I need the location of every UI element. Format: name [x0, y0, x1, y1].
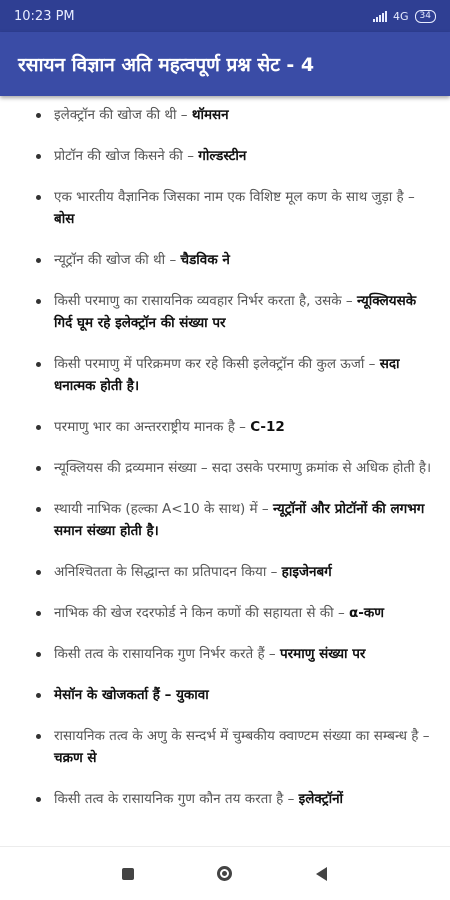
network-type: 4G	[393, 9, 409, 23]
question-text: न्यूट्रॉन की खोज की थी –	[54, 252, 181, 268]
list-item	[28, 457, 436, 479]
content-scroll[interactable]	[0, 96, 450, 846]
list-item	[28, 186, 436, 230]
list-item	[28, 249, 436, 271]
answer-text: परमाणु संख्या पर	[279, 646, 366, 662]
system-nav-bar	[0, 846, 450, 900]
question-text: नाभिक की खेज रदरफोर्ड ने किन कणों की सहायता से की –	[54, 605, 349, 621]
answer-text: हाइजेनबर्ग	[281, 564, 332, 580]
list-item	[28, 643, 436, 665]
question-list	[28, 104, 436, 810]
question-text: प्रोटॉन की खोज किसने की –	[54, 148, 199, 164]
list-item	[28, 104, 436, 126]
answer-text: न्यूट्रॉनों और प्रोटॉनों की लगभग समान संख्या होती है।	[54, 501, 425, 539]
question-text: किसी परमाणु में परिक्रमण कर रहे किसी इलेक्ट्रॉन की कुल ऊर्जा –	[54, 356, 380, 372]
signal-icon	[373, 11, 387, 22]
question-text: अनिश्चितता के सिद्धान्त का प्रतिपादन किया –	[54, 564, 282, 580]
back-button[interactable]	[302, 854, 342, 894]
list-item	[28, 788, 436, 810]
answer-text: चैडविक ने	[180, 252, 230, 268]
list-item	[28, 145, 436, 167]
app-bar	[0, 32, 450, 96]
status-time: 10:23 PM	[14, 8, 75, 24]
answer-text: C-12	[250, 419, 285, 435]
answer-text: बोस	[54, 211, 75, 227]
answer-text: थॉमसन	[191, 107, 229, 123]
question-text: स्थायी नाभिक (हल्का A<10 के साथ) में –	[54, 501, 273, 517]
circle-home-icon	[217, 866, 232, 881]
answer-text: मेसॉन के खोजकर्ता हैं – युकावा	[54, 687, 209, 703]
list-item	[28, 725, 436, 769]
answer-text: सदा धनात्मक होती है।	[54, 356, 400, 394]
answer-text: गोल्डस्टीन	[198, 148, 247, 164]
list-item	[28, 684, 436, 706]
question-text: एक भारतीय वैज्ञानिक जिसका नाम एक विशिष्ट मूल कण के साथ जुड़ा है –	[54, 189, 415, 205]
list-item	[28, 602, 436, 624]
triangle-back-icon	[316, 867, 327, 881]
status-icons	[373, 10, 436, 23]
list-item	[28, 498, 436, 542]
question-text: किसी परमाणु का रासायनिक व्यवहार निर्भर करता है, उसके –	[54, 293, 357, 309]
list-item	[28, 353, 436, 397]
recents-button[interactable]	[108, 854, 148, 894]
list-item	[28, 290, 436, 334]
list-item	[28, 561, 436, 583]
question-text: रासायनिक तत्व के अणु के सन्दर्भ में चुम्बकीय क्वाण्टम संख्या का सम्बन्ध है –	[54, 728, 430, 744]
status-bar	[0, 0, 450, 32]
answer-text: इलेक्ट्रॉनों	[298, 791, 344, 807]
question-text: इलेक्ट्रॉन की खोज की थी –	[54, 107, 192, 123]
answer-text: चक्रण से	[54, 750, 97, 766]
page-title: रसायन विज्ञान अति महत्वपूर्ण प्रश्न सेट - 4	[18, 54, 315, 76]
list-item	[28, 416, 436, 438]
answer-text: α-कण	[349, 605, 385, 621]
question-text: न्यूक्लियस की द्रव्यमान संख्या – सदा उसके परमाणु क्रमांक से अधिक होती है।	[54, 460, 432, 476]
battery-icon: 34	[415, 10, 436, 23]
square-icon	[122, 868, 134, 880]
question-text: परमाणु भार का अन्तरराष्ट्रीय मानक है –	[54, 419, 251, 435]
home-button[interactable]	[205, 854, 245, 894]
answer-text: न्यूक्लियसके गिर्द घूम रहे इलेक्ट्रॉन की संख्या पर	[54, 293, 417, 331]
question-text: किसी तत्व के रासायनिक गुण कौन तय करता है –	[54, 791, 299, 807]
question-text: किसी तत्व के रासायनिक गुण निर्भर करते हैं –	[54, 646, 280, 662]
